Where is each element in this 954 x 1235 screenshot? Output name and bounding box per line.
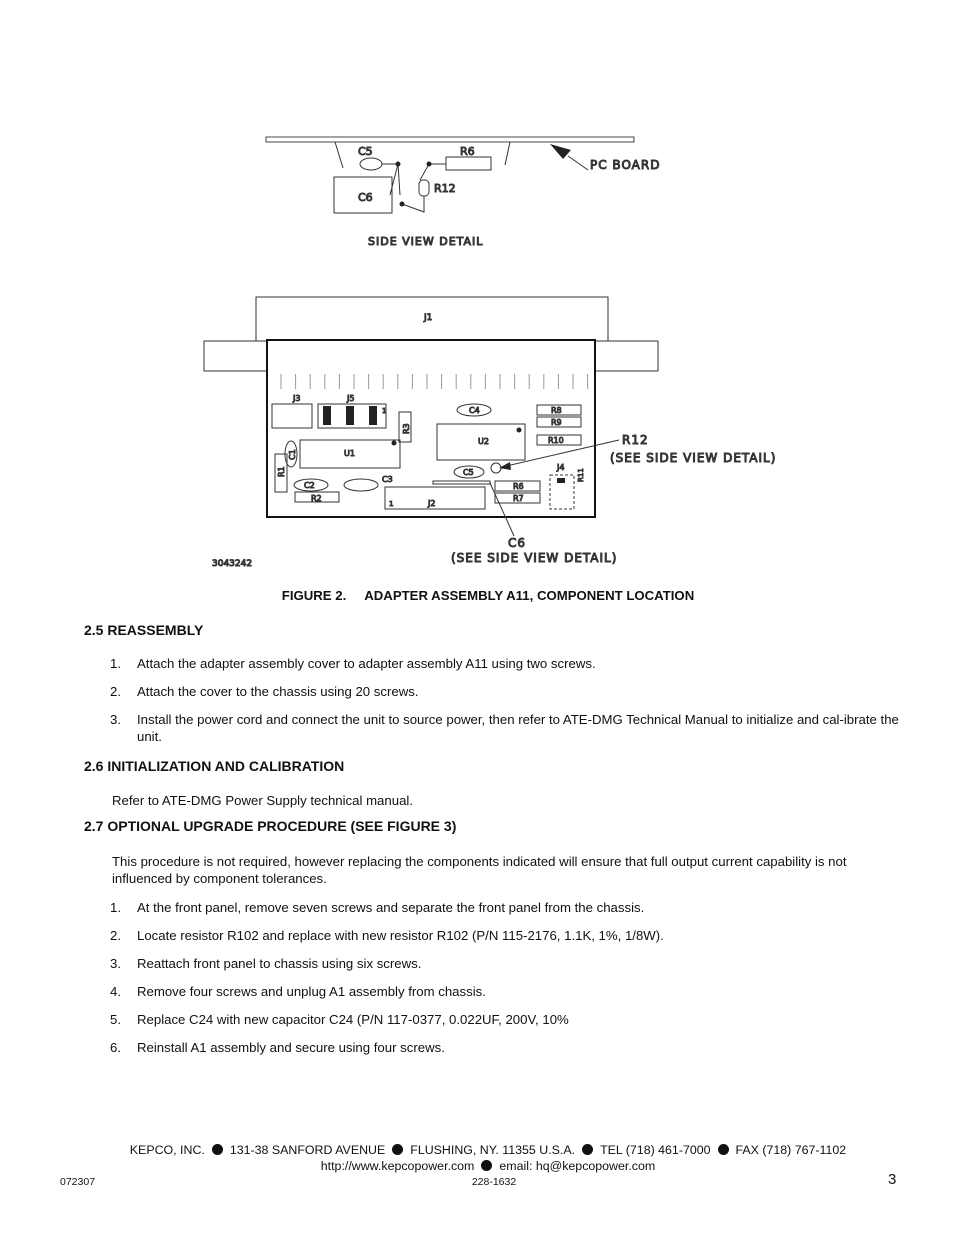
- footer-web-line: [0, 1159, 954, 1173]
- footer-website-link[interactable]: http://www.kepcopower.com: [320, 1159, 475, 1173]
- j2-pin1-label: 1: [389, 500, 394, 508]
- list-item: [110, 1040, 900, 1057]
- r12-callout-label: R12: [622, 433, 649, 447]
- r10-label: R10: [548, 436, 564, 445]
- u2-label: U2: [478, 437, 489, 446]
- list-item-number: 5.: [110, 1012, 121, 1027]
- list-item-number: 6.: [110, 1040, 121, 1055]
- r9-label: R9: [551, 418, 562, 427]
- list-item: [110, 712, 900, 745]
- list-item-number: 1.: [110, 900, 121, 915]
- list-item: [110, 956, 900, 973]
- j3-label: J3: [293, 394, 301, 403]
- list-item-text: Install the power cord and connect the unit to source power, then refer to ATE-DMG Technical Manual to initialize and cal-ibrate the unit.: [137, 712, 899, 744]
- list-item-text: Reattach front panel to chassis using six screws.: [137, 956, 422, 971]
- pc-board-label: PC BOARD: [590, 158, 661, 172]
- footer-address: 131-38 SANFORD AVENUE: [229, 1143, 386, 1157]
- list-item: [110, 684, 900, 701]
- r6-label: R6: [513, 482, 524, 491]
- c4-label: C4: [469, 406, 480, 415]
- side-r6-label: R6: [460, 145, 475, 158]
- list-item-number: 2.: [110, 928, 121, 943]
- figure-caption: [0, 588, 954, 603]
- side-c5-label: C5: [358, 145, 373, 158]
- list-item: [110, 928, 900, 945]
- j5-pin1-label: 1: [382, 407, 387, 415]
- footer-city: FLUSHING, NY. 11355 U.S.A.: [410, 1143, 576, 1157]
- side-r12-label: R12: [434, 182, 456, 195]
- list-item-text: Replace C24 with new capacitor C24 (P/N 117-0377, 0.022UF, 200V, 10%: [137, 1012, 569, 1027]
- list-item: [110, 900, 900, 917]
- side-r6-shape: [446, 157, 491, 170]
- footer-doc-number: 228-1632: [471, 1176, 517, 1188]
- section-paragraph: Refer to ATE-DMG Power Supply technical manual.: [112, 793, 413, 808]
- bullet-icon: [481, 1160, 492, 1171]
- j4-label: J4: [557, 463, 565, 472]
- side-c5-shape: [360, 158, 382, 170]
- bullet-icon: [582, 1144, 593, 1155]
- board-top-view: [204, 297, 776, 569]
- r1-label: R1: [277, 466, 286, 477]
- list-item-number: 1.: [110, 656, 121, 671]
- list-item: [110, 984, 900, 1001]
- list-item-number: 4.: [110, 984, 121, 999]
- c6-callout-label: C6: [508, 536, 527, 550]
- page-number: 3: [888, 1171, 897, 1188]
- bullet-icon: [392, 1144, 403, 1155]
- side-view-detail: [266, 137, 660, 248]
- list-item-number: 3.: [110, 956, 121, 971]
- footer-fax: FAX (718) 767-1102: [735, 1143, 847, 1157]
- r8-label: R8: [551, 406, 562, 415]
- j2-label: J2: [428, 499, 436, 508]
- footer-company: KEPCO, INC.: [129, 1143, 205, 1157]
- bullet-icon: [718, 1144, 729, 1155]
- section-heading-initialization: 2.6 INITIALIZATION AND CALIBRATION: [84, 758, 345, 774]
- r12-callout-note: (SEE SIDE VIEW DETAIL): [610, 451, 777, 465]
- drawing-number: 3043242: [212, 559, 253, 569]
- footer-email-link[interactable]: email: hq@kepcopower.com: [499, 1159, 656, 1173]
- u1-label: U1: [344, 449, 355, 458]
- j5-label: J5: [347, 394, 355, 403]
- list-item-text: At the front panel, remove seven screws and separate the front panel from the chassis.: [137, 900, 645, 915]
- r3-label: R3: [402, 423, 411, 434]
- component-location-drawing: [0, 0, 954, 580]
- list-item-text: Locate resistor R102 and replace with new resistor R102 (P/N 115-2176, 1.1K, 1%, 1/8W).: [137, 928, 664, 943]
- side-r12-shape: [419, 180, 429, 196]
- footer-contact-line: [0, 1143, 954, 1157]
- r7-label: R7: [513, 494, 524, 503]
- footer-tel: TEL (718) 461-7000: [600, 1143, 711, 1157]
- list-item-text: Remove four screws and unplug A1 assembly from chassis.: [137, 984, 486, 999]
- list-item: [110, 1012, 900, 1029]
- list-item-text: Reinstall A1 assembly and secure using four screws.: [137, 1040, 445, 1055]
- section-heading-reassembly: 2.5 REASSEMBLY: [84, 622, 204, 638]
- section-paragraph: This procedure is not required, however replacing the components indicated will ensure that full output current capability is not influenced by component tolerances.: [112, 854, 847, 886]
- side-view-detail-label: SIDE VIEW DETAIL: [368, 235, 484, 248]
- section-heading-upgrade: 2.7 OPTIONAL UPGRADE PROCEDURE (SEE FIGURE 3): [84, 818, 457, 834]
- list-item-text: Attach the cover to the chassis using 20 screws.: [137, 684, 419, 699]
- bullet-icon: [212, 1144, 223, 1155]
- c1-label: C1: [288, 449, 297, 460]
- list-item-text: Attach the adapter assembly cover to adapter assembly A11 using two screws.: [137, 656, 596, 671]
- side-c6-label: C6: [358, 191, 373, 204]
- figure-caption-title: ADAPTER ASSEMBLY A11, COMPONENT LOCATION: [364, 588, 695, 603]
- list-item-number: 3.: [110, 712, 121, 727]
- c3-label: C3: [382, 475, 393, 484]
- c6-callout-note: (SEE SIDE VIEW DETAIL): [451, 551, 618, 565]
- r11-label: R11: [577, 468, 585, 482]
- r2-label: R2: [311, 494, 322, 503]
- figure-caption-number: FIGURE 2.: [281, 588, 347, 603]
- list-item-number: 2.: [110, 684, 121, 699]
- c5-label: C5: [463, 468, 474, 477]
- j1-label: J1: [424, 313, 433, 323]
- list-item: [110, 656, 900, 673]
- c2-label: C2: [304, 481, 315, 490]
- footer-doc-date: 072307: [60, 1176, 96, 1188]
